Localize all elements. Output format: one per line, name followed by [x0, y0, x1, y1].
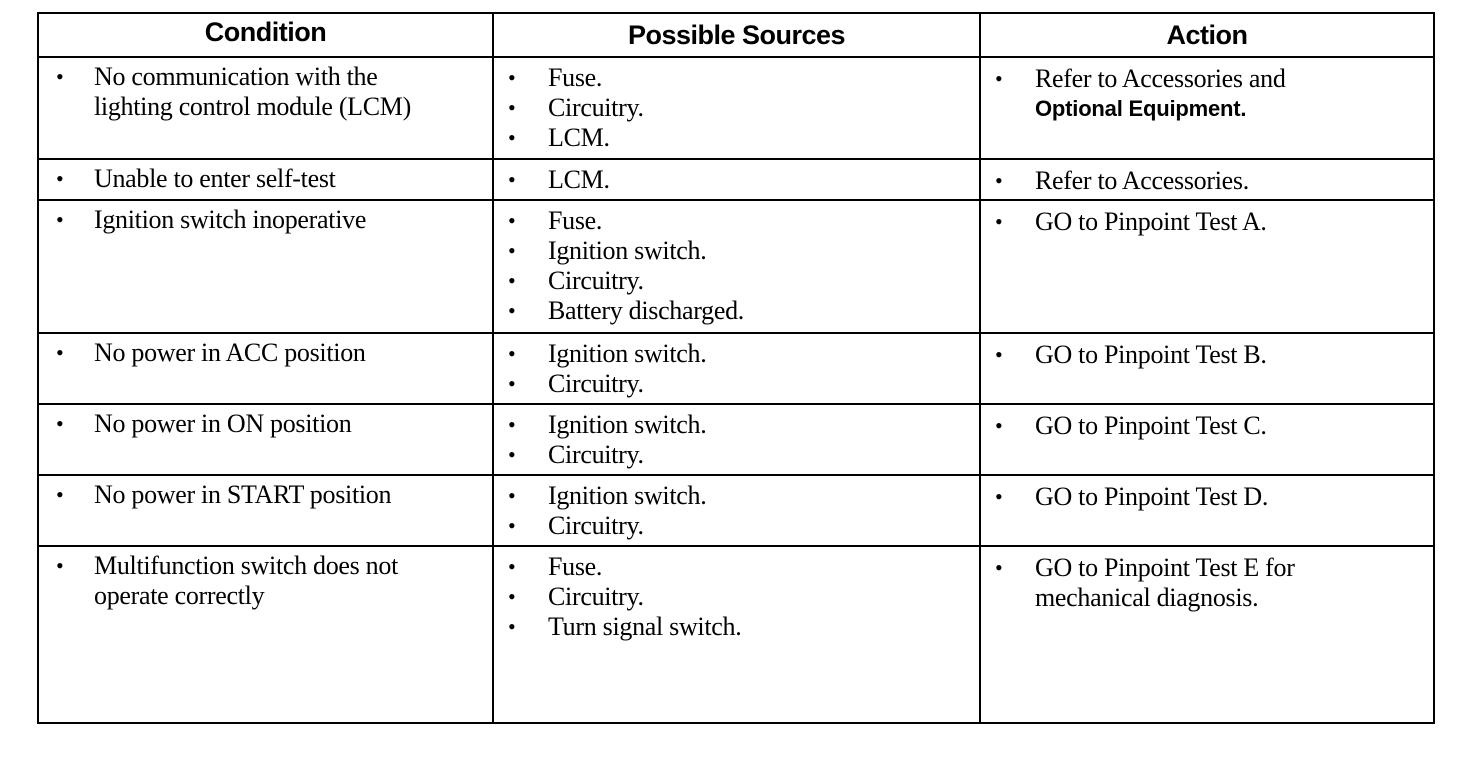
source-item [508, 440, 979, 470]
condition-text: Multifunction switch does not [94, 551, 398, 580]
action-item [995, 166, 1433, 196]
source-text: Circuitry. [548, 511, 644, 540]
action-text: GO to Pinpoint Test A. [1035, 207, 1267, 236]
table-header-row [39, 14, 1433, 56]
condition-cell [39, 547, 492, 722]
bullet-icon: • [995, 168, 1003, 193]
action-cell [979, 58, 1433, 158]
source-text: Fuse. [548, 63, 603, 92]
action-text: GO to Pinpoint Test B. [1035, 340, 1267, 369]
condition-text: No communication with the [94, 62, 378, 91]
bullet-icon: • [508, 442, 516, 467]
source-text: Ignition switch. [548, 236, 707, 265]
source-item [508, 63, 979, 93]
table-row [39, 545, 1433, 722]
table-row [39, 403, 1433, 474]
condition-cell [39, 58, 492, 158]
source-item [508, 410, 979, 440]
source-text: Circuitry. [548, 266, 644, 295]
sources-cell [492, 160, 979, 199]
table-row [39, 332, 1433, 403]
bullet-icon: • [56, 482, 64, 507]
bullet-icon: • [56, 207, 64, 232]
bullet-icon: • [508, 65, 516, 90]
table-row [39, 56, 1433, 158]
table-row [39, 474, 1433, 545]
sources-cell [492, 547, 979, 722]
source-item [508, 236, 979, 266]
bullet-icon: • [508, 298, 516, 323]
header-possible-sources: Possible Sources [492, 14, 979, 56]
bullet-icon: • [508, 341, 516, 366]
bullet-icon: • [56, 166, 64, 191]
condition-item [56, 338, 492, 368]
action-text: GO to Pinpoint Test C. [1035, 411, 1267, 440]
source-item [508, 369, 979, 399]
table-row [39, 158, 1433, 199]
sources-cell [492, 405, 979, 474]
condition-text: No power in ACC position [94, 338, 366, 367]
action-text: mechanical diagnosis. [1035, 583, 1259, 612]
bullet-icon: • [508, 371, 516, 396]
bullet-icon: • [995, 66, 1003, 91]
condition-text: Ignition switch inoperative [94, 205, 367, 234]
source-item [508, 612, 979, 642]
bullet-icon: • [56, 411, 64, 436]
condition-cell [39, 405, 492, 474]
bullet-icon: • [56, 553, 64, 578]
bullet-icon: • [508, 554, 516, 579]
action-cell [979, 201, 1433, 332]
action-item [995, 340, 1433, 370]
source-item [508, 206, 979, 236]
condition-cell [39, 476, 492, 545]
header-condition: Condition [204, 17, 327, 47]
source-text: Fuse. [548, 206, 603, 235]
bullet-icon: • [508, 412, 516, 437]
sources-cell [492, 334, 979, 403]
action-cell [979, 334, 1433, 403]
source-item [508, 339, 979, 369]
source-item [508, 266, 979, 296]
action-item [995, 64, 1433, 124]
source-text: LCM. [548, 123, 610, 152]
condition-item [56, 480, 492, 510]
condition-text: lighting control module (LCM) [94, 92, 411, 121]
source-text: Battery discharged. [548, 296, 744, 325]
action-item [995, 207, 1433, 237]
bullet-icon: • [995, 484, 1003, 509]
condition-item [56, 551, 492, 611]
bullet-icon: • [508, 483, 516, 508]
bullet-icon: • [508, 614, 516, 639]
condition-item [56, 62, 492, 122]
source-text: Fuse. [548, 552, 603, 581]
condition-item [56, 164, 492, 194]
source-text: Circuitry. [548, 440, 644, 469]
bullet-icon: • [56, 64, 64, 89]
source-item [508, 511, 979, 541]
source-item [508, 552, 979, 582]
action-item [995, 411, 1433, 441]
action-cell [979, 405, 1433, 474]
condition-item [56, 409, 492, 439]
condition-text: operate correctly [94, 581, 265, 610]
bullet-icon: • [995, 209, 1003, 234]
source-item [508, 481, 979, 511]
action-text: GO to Pinpoint Test D. [1035, 482, 1269, 511]
condition-cell [39, 201, 492, 332]
diagnostic-table [37, 12, 1435, 724]
condition-item [56, 205, 492, 235]
action-cell [979, 547, 1433, 722]
sources-cell [492, 476, 979, 545]
action-cell [979, 476, 1433, 545]
condition-text: No power in ON position [94, 409, 352, 438]
source-text: Ignition switch. [548, 481, 707, 510]
bullet-icon: • [508, 125, 516, 150]
header-action: Action [979, 14, 1433, 56]
bullet-icon: • [995, 555, 1003, 580]
source-text: Ignition switch. [548, 339, 707, 368]
action-item [995, 482, 1433, 512]
source-text: LCM. [548, 165, 610, 194]
source-text: Turn signal switch. [548, 612, 742, 641]
bullet-icon: • [995, 413, 1003, 438]
source-item [508, 296, 979, 326]
bullet-icon: • [995, 342, 1003, 367]
action-text: Refer to Accessories and [1035, 64, 1286, 93]
bullet-icon: • [508, 238, 516, 263]
sources-cell [492, 201, 979, 332]
condition-text: No power in START position [94, 480, 392, 509]
source-item [508, 582, 979, 612]
source-item [508, 93, 979, 123]
condition-text: Unable to enter self-test [94, 164, 336, 193]
action-item [995, 553, 1433, 613]
bullet-icon: • [508, 513, 516, 538]
bullet-icon: • [508, 268, 516, 293]
condition-cell [39, 160, 492, 199]
source-item [508, 123, 979, 153]
bullet-icon: • [508, 95, 516, 120]
source-item [508, 165, 979, 195]
action-cell [979, 160, 1433, 199]
source-text: Circuitry. [548, 93, 644, 122]
sources-cell [492, 58, 979, 158]
source-text: Circuitry. [548, 369, 644, 398]
action-text: Refer to Accessories. [1035, 166, 1249, 195]
bullet-icon: • [56, 340, 64, 365]
bullet-icon: • [508, 208, 516, 233]
condition-cell [39, 334, 492, 403]
source-text: Ignition switch. [548, 410, 707, 439]
table-row [39, 199, 1433, 332]
action-text: GO to Pinpoint Test E for [1035, 553, 1295, 582]
bullet-icon: • [508, 584, 516, 609]
bullet-icon: • [508, 167, 516, 192]
source-text: Circuitry. [548, 582, 644, 611]
action-text: Optional Equipment. [1035, 96, 1247, 121]
